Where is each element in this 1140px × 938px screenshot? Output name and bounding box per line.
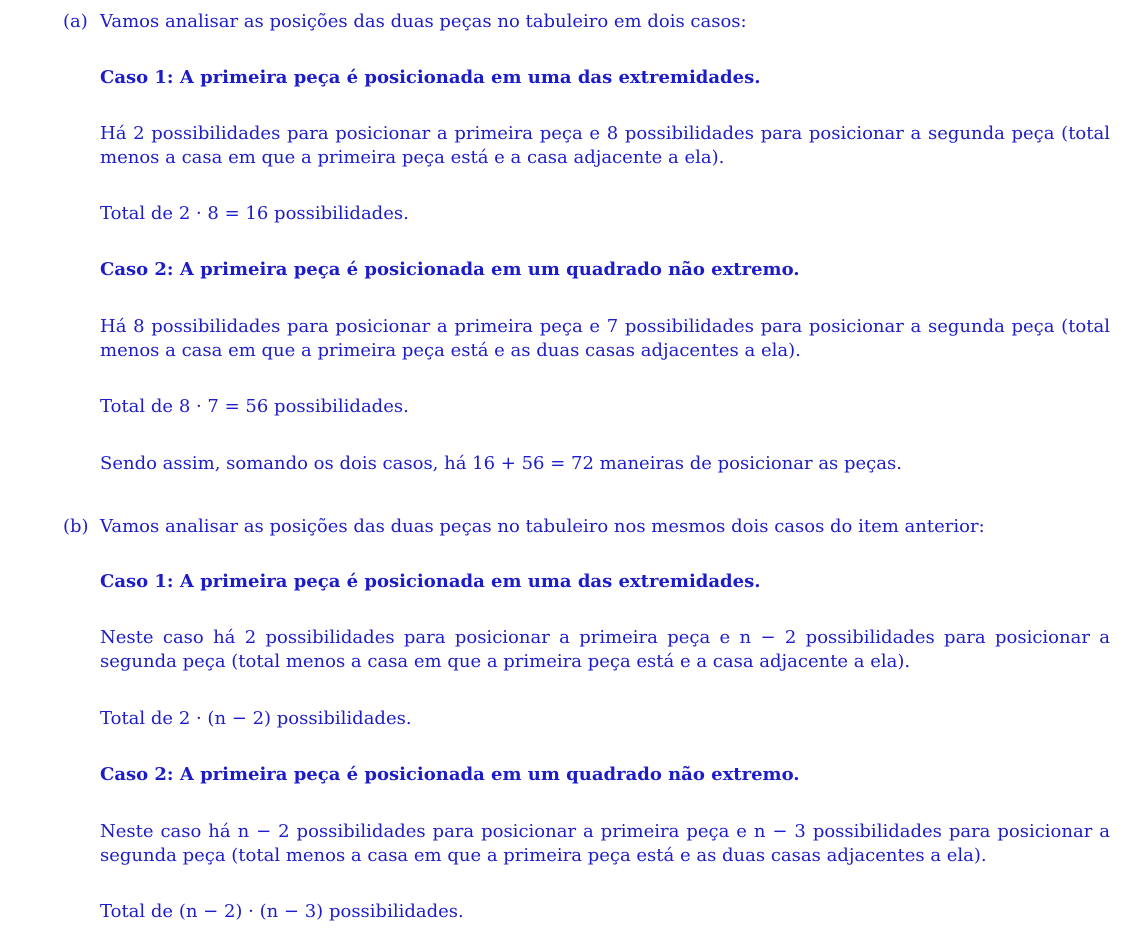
part-a-case2-heading: Caso 2: A primeira peça é posicionada em um quadrado não extremo. [100,259,800,280]
total-expression: (n − 2) · (n − 3) [178,901,324,922]
part-b-case2-text: Neste caso há n − 2 possibilidades para posicionar a primeira peça e n − 3 possibilidades para posicionar a segunda peça (total menos a casa em que a primeira peça está e as duas casas adjacentes a ela). [100,821,1110,866]
part-a-case1-heading: Caso 1: A primeira peça é posicionada em uma das extremidades. [100,67,761,88]
part-a-case1-total [100,202,1110,226]
part-a-case2-text: Há 8 possibilidades para posicionar a primeira peça e 7 possibilidades para posicionar a segunda peça (total menos a casa em que a primeira peça está e as duas casas adjacentes a ela). [100,316,1110,361]
part-b-case1-total [100,707,1110,731]
total-expression: 2 · 8 = 16 [178,203,269,224]
part-b-label: (b) [63,516,89,537]
part-a-label: (a) [63,11,88,32]
total-suffix: possibilidades. [328,901,464,922]
part-b-case2-total [100,900,1110,924]
part-a-case2-total [100,395,1110,419]
part-b-intro: Vamos analisar as posições das duas peças no tabuleiro nos mesmos dois casos do item anterior: [100,516,985,537]
total-expression: 2 · (n − 2) [178,708,272,729]
part-b-case2-heading: Caso 2: A primeira peça é posicionada em um quadrado não extremo. [100,764,800,785]
total-suffix: possibilidades. [274,396,409,417]
total-suffix: possibilidades. [274,203,409,224]
total-prefix: Total de [100,203,174,224]
part-a-conclusion: Sendo assim, somando os dois casos, há 16 + 56 = 72 maneiras de posicionar as peças. [100,453,902,474]
total-prefix: Total de [100,708,174,729]
part-b-case1-heading: Caso 1: A primeira peça é posicionada em uma das extremidades. [100,571,761,592]
part-a-intro: Vamos analisar as posições das duas peças no tabuleiro em dois casos: [100,11,747,32]
total-expression: 8 · 7 = 56 [178,396,269,417]
total-prefix: Total de [100,901,174,922]
total-suffix: possibilidades. [276,708,412,729]
part-b-case1-text: Neste caso há 2 possibilidades para posicionar a primeira peça e n − 2 possibilidades para posicionar a segunda peça (total menos a casa em que a primeira peça está e a casa adjacente a ela). [100,627,1110,672]
total-prefix: Total de [100,396,174,417]
part-a-case1-text: Há 2 possibilidades para posicionar a primeira peça e 8 possibilidades para posicionar a segunda peça (total menos a casa em que a primeira peça está e a casa adjacente a ela). [100,123,1110,168]
